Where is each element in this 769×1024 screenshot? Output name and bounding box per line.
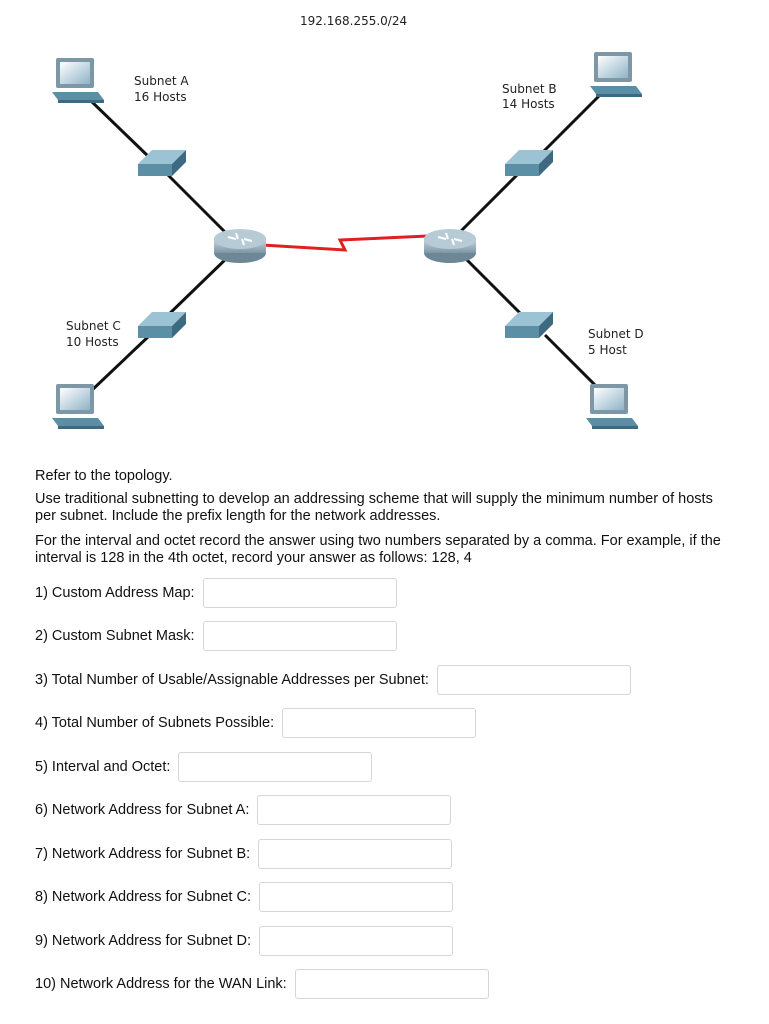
subnet-d-name: Subnet D bbox=[588, 327, 644, 341]
ethernet-links bbox=[90, 95, 602, 392]
question-9-label: 9) Network Address for Subnet D: bbox=[35, 933, 251, 949]
custom-subnet-mask-input[interactable] bbox=[203, 621, 397, 651]
link-switch-a-router-left bbox=[165, 172, 225, 232]
subnet-c-hosts: 10 Hosts bbox=[66, 335, 119, 349]
router-left-icon bbox=[214, 229, 266, 263]
instruction-interval-format: For the interval and octet record the answer using two numbers separated by a comma. For example, if the interval is 128 in the 4th octet, record your answer as follows: 128, 4 bbox=[35, 533, 721, 566]
usable-addresses-input[interactable] bbox=[437, 665, 631, 695]
subnet-a-hosts: 16 Hosts bbox=[134, 90, 187, 104]
wan-link-network-input[interactable] bbox=[295, 969, 489, 999]
question-row-10 bbox=[35, 968, 489, 1000]
subnet-b-name: Subnet B bbox=[502, 82, 557, 96]
question-10-label: 10) Network Address for the WAN Link: bbox=[35, 976, 287, 992]
subnets-possible-input[interactable] bbox=[282, 708, 476, 738]
question-row-5 bbox=[35, 751, 372, 783]
subnet-d-hosts: 5 Host bbox=[588, 343, 627, 357]
link-router-left-switch-c bbox=[165, 255, 230, 318]
wan-serial-link bbox=[262, 236, 428, 250]
question-1-label: 1) Custom Address Map: bbox=[35, 585, 195, 601]
network-topology-diagram bbox=[0, 0, 769, 460]
question-2-label: 2) Custom Subnet Mask: bbox=[35, 628, 195, 644]
switch-subnet-c-icon bbox=[138, 312, 186, 338]
subnet-a-name: Subnet A bbox=[134, 74, 189, 88]
question-row-6 bbox=[35, 794, 451, 826]
question-row-8 bbox=[35, 881, 453, 913]
instruction-topology: Refer to the topology. bbox=[35, 468, 173, 484]
interval-octet-input[interactable] bbox=[178, 752, 372, 782]
question-row-4 bbox=[35, 707, 476, 739]
pc-subnet-d-icon bbox=[586, 384, 638, 429]
question-row-7 bbox=[35, 838, 452, 870]
network-address-label: 192.168.255.0/24 bbox=[300, 14, 408, 28]
custom-address-map-input[interactable] bbox=[203, 578, 397, 608]
pc-subnet-c-icon bbox=[52, 384, 104, 429]
question-row-2 bbox=[35, 620, 397, 652]
question-row-3 bbox=[35, 664, 631, 696]
switch-subnet-d-icon bbox=[505, 312, 553, 338]
subnet-c-network-input[interactable] bbox=[259, 882, 453, 912]
question-7-label: 7) Network Address for Subnet B: bbox=[35, 846, 251, 862]
instruction-subnetting: Use traditional subnetting to develop an addressing scheme that will supply the minimum number of hosts per subnet. Include the prefix length for the network addresses. bbox=[35, 491, 713, 524]
router-right-icon bbox=[424, 229, 476, 263]
link-router-right-switch-d bbox=[462, 255, 525, 318]
question-6-label: 6) Network Address for Subnet A: bbox=[35, 802, 250, 818]
question-8-label: 8) Network Address for Subnet C: bbox=[35, 889, 251, 905]
subnet-c-name: Subnet C bbox=[66, 319, 121, 333]
link-pc-a-switch-a bbox=[90, 100, 150, 158]
pc-subnet-b-icon bbox=[590, 52, 642, 97]
question-4-label: 4) Total Number of Subnets Possible: bbox=[35, 715, 275, 731]
switch-subnet-b-icon bbox=[505, 150, 553, 176]
subnet-b-hosts: 14 Hosts bbox=[502, 97, 555, 111]
link-switch-b-router-right bbox=[460, 172, 520, 232]
subnet-b-network-input[interactable] bbox=[258, 839, 452, 869]
subnet-d-network-input[interactable] bbox=[259, 926, 453, 956]
pc-subnet-a-icon bbox=[52, 58, 104, 103]
question-5-label: 5) Interval and Octet: bbox=[35, 759, 171, 775]
subnet-a-network-input[interactable] bbox=[257, 795, 451, 825]
question-row-9 bbox=[35, 925, 453, 957]
question-row-1 bbox=[35, 577, 397, 609]
question-3-label: 3) Total Number of Usable/Assignable Addresses per Subnet: bbox=[35, 672, 429, 688]
